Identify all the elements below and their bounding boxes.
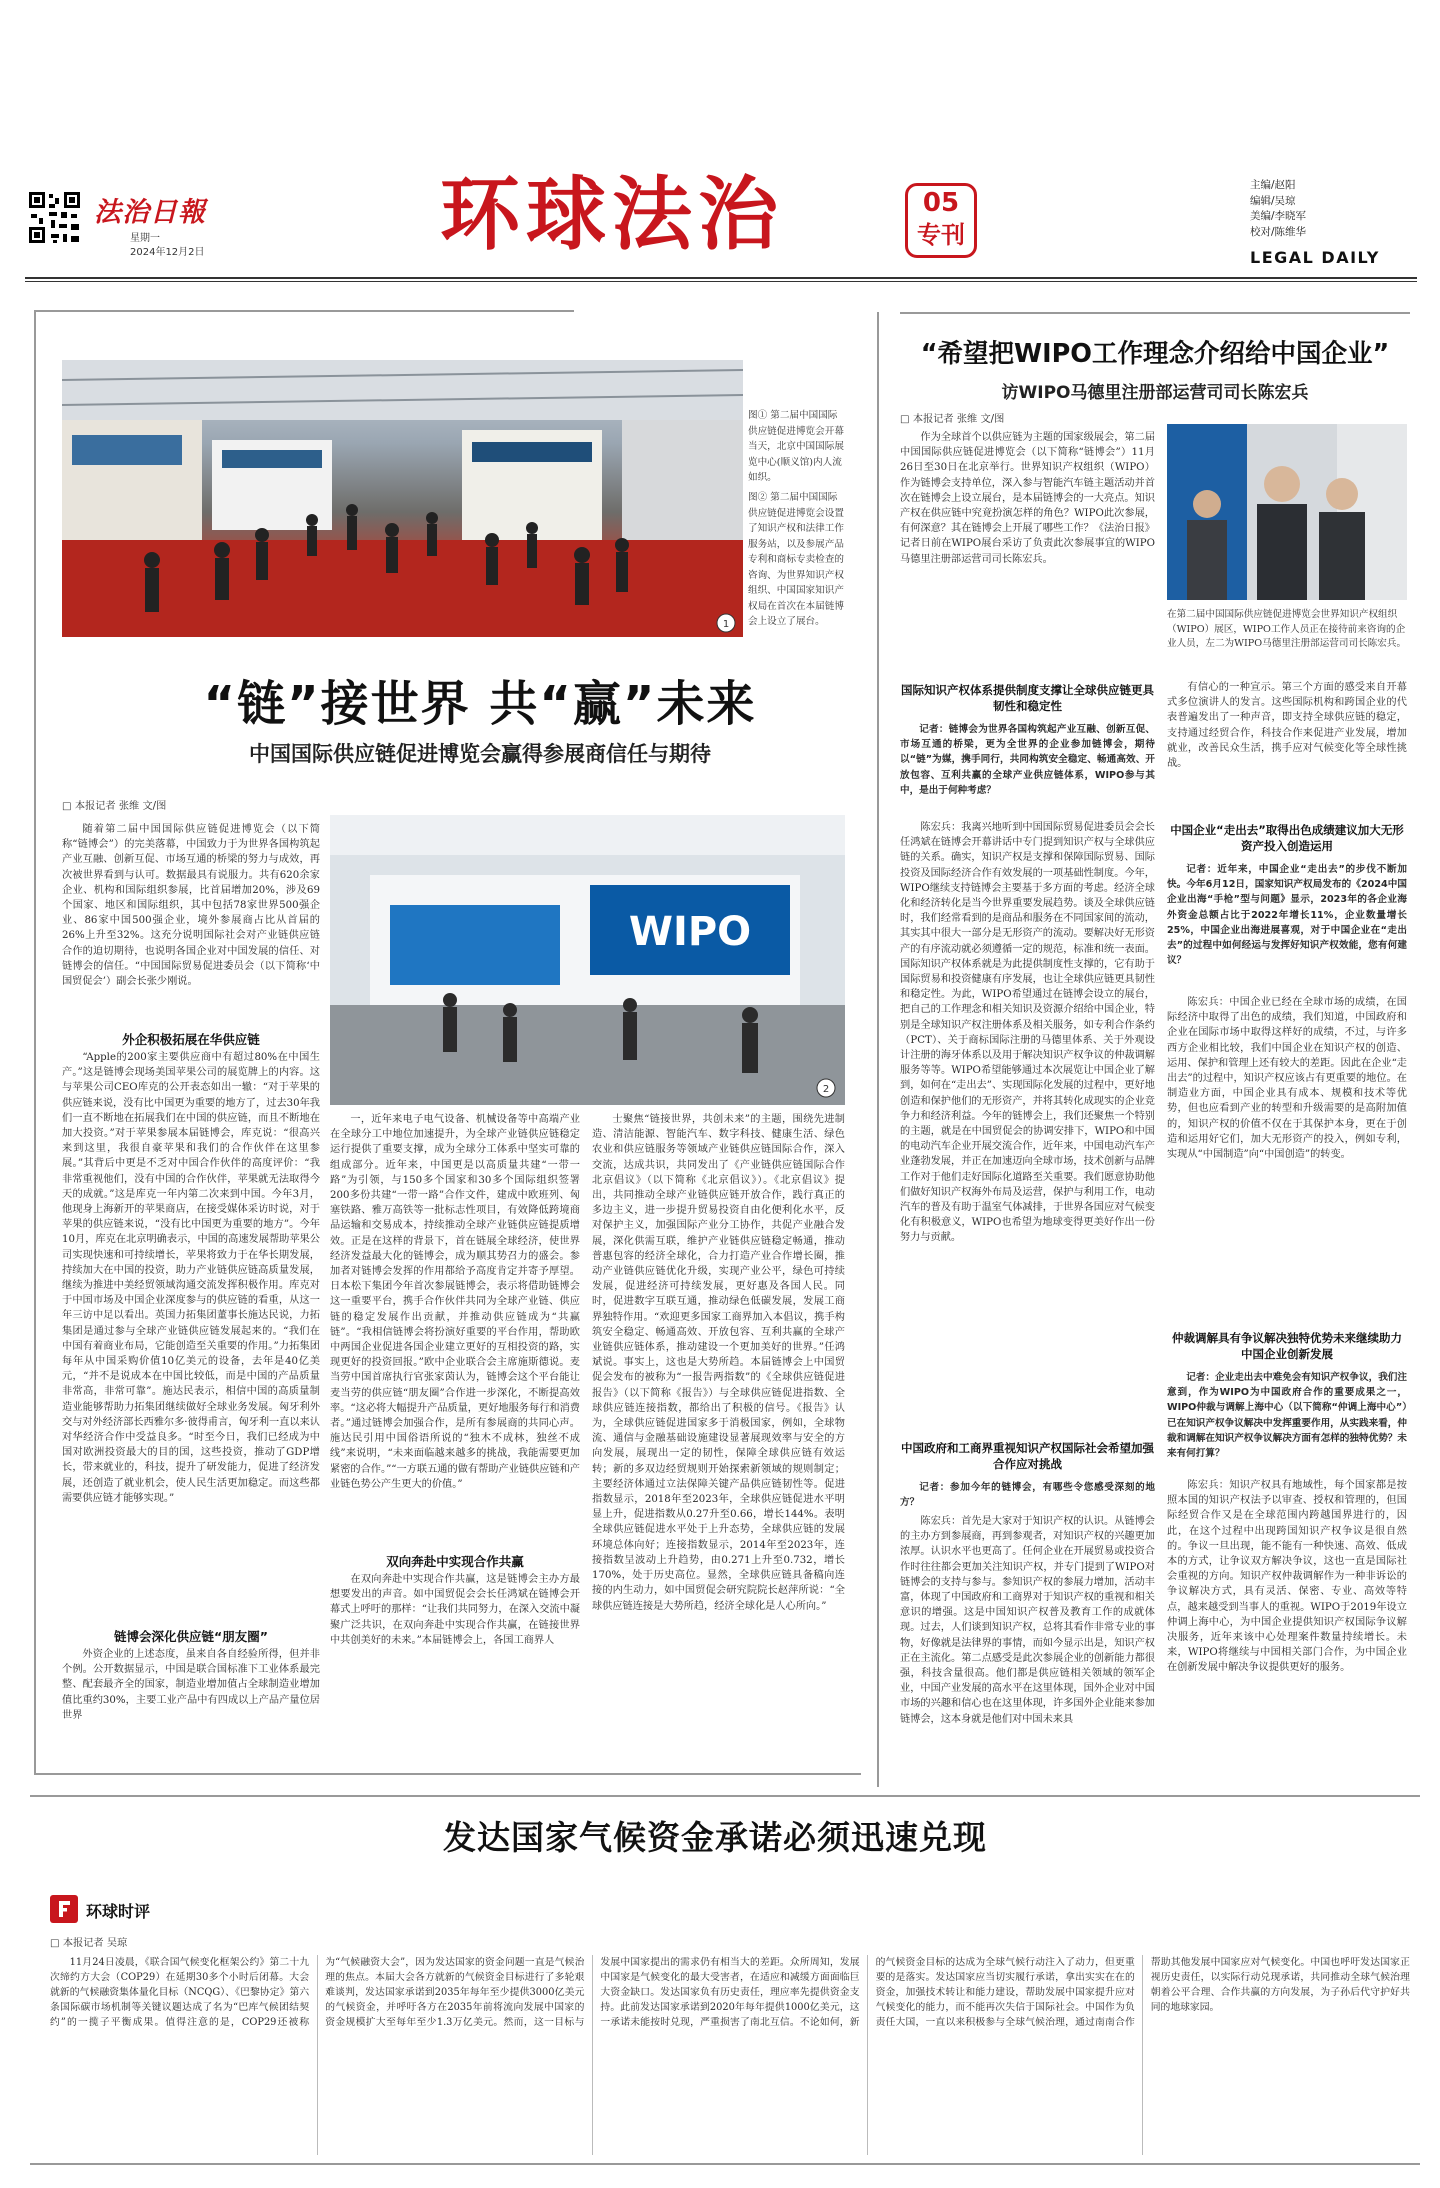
wipo-booth-photo [330, 815, 845, 1105]
svg-text:1: 1 [722, 619, 730, 630]
right-q3 [1167, 862, 1407, 992]
right-a1 [900, 820, 1155, 1440]
qr-code [27, 190, 82, 245]
wipo-booth-illustration [330, 815, 845, 1105]
left-col2-subhead: 双向奔赴中实现合作共赢 [386, 1554, 524, 1569]
left-byline: □ 本报记者 张维 文/图 [62, 801, 167, 812]
right-a4-text: 陈宏兵：知识产权具有地域性，每个国家都是按照本国的知识产权法予以审查、授权和管理的，但国际经贸合作又是在全球范围内跨越国界进行的，因此，在这个过程中出现跨国知识产权争议是很自然的。争议一旦出现，能不能有一种快速、高效、低成本的方式，让争议双方解决争议，这也一直是国际社会重视的方向。知识产权仲裁调解作为一种非诉讼的争议解决方式，具有灵活、保密、专业、高效等特点，越来越受到当事人的重视。WIPO于2019年设立仲调上海中心，为中国企业提供知识产权国际争议解决服务，近年来该中心处理案件数量持续增长。未来，WIPO将继续与中国相关部门合作，为中国企业在创新发展中解决争议提供更好的服务。 [1167, 1480, 1407, 1674]
right-byline: □ 本报记者 张维 文/图 [900, 414, 1005, 425]
page-number-box [905, 183, 977, 258]
right-photo-caption: 在第二届中国国际供应链促进博览会世界知识产权组织（WIPO）展区，WIPO工作人员正在接待前来咨询的企业人员，左二为WIPO马德里注册部运营司司长陈宏兵。 [1167, 609, 1407, 649]
right-col1-intro-text: 作为全球首个以供应链为主题的国家级展会，第二届中国国际供应链促进博览会（以下简称“链博会”）11月26日至30日在北京举行。世界知识产权组织（WIPO）作为链博会支持单位，深入参与智能汽车链主题活动并首次在链博会上设立展台，是本届链博会的一大亮点。知识产权在供应链中究竟扮演怎样的角色？WIPO此次参展，有何深意？其在链博会上开展了哪些工作？《法治日报》记者日前在WIPO展台采访了负责此次参展事宜的WIPO马德里注册部运营司司长陈宏兵。 [900, 432, 1155, 565]
left-article-frame-top [34, 310, 574, 312]
f-logo-icon [50, 1895, 78, 1923]
staff-designer: 美编/李晓军 [1250, 210, 1307, 222]
right-q4 [1167, 1370, 1407, 1475]
column-badge-icon [50, 1895, 78, 1923]
bottom-body [50, 1955, 1410, 2155]
column-name: 环球时评 [86, 1902, 151, 1921]
right-subhead3: 中国企业“走出去”取得出色成绩建议加大无形资产投入创造运用 [1170, 823, 1404, 853]
right-q1 [900, 722, 1155, 817]
right-a1-text: 陈宏兵：我离兴地听到中国国际贸易促进委员会会长任鸿斌在链博会开幕讲话中专门提到知识产权与全球供应链的关系。确实，知识产权是支撑和保障国际贸易、国际投资及国际经济合作有效发展的一项基础性制度。今年，WIPO继续支持链博会主要基于多方面的考虑。经济全球化和经济转化是当今世界重要发展趋势。谈及全球供应链时，我们经常看到的是商品和服务在不同国家间的流动，其实其中很大一部分是无形资产的流动。要解决好无形资产的有序流动就必须遵循一定的规范，标准和统一表面。国际知识产权体系就是为此提供制度性支撑的，它有助于国际贸易和投资健康有序发展，也让全球供应链更具韧性和稳定性。为此，WIPO希望通过在链博会设立的展台，把自己的工作理念和相关知识及资源介绍给中国企业，特别是全球知识产权注册体系及相关服务，如专利合作条约（PCT）、关于商标国际注册的马德里体系、关于外观设计注册的海牙体系以及用于解决知识产权争议的仲裁调解服务等等。WIPO希望能够通过本次展览让中国企业了解到，如何在“走出去”、实现国际化发展的过程中，更好地创造和保护他们的无形资产，并将其转化成现实的企业竞争力和经济利益。今年的链博会上，我们还聚焦一个特别的主题，就是在中国贸促会的协调安排下，WIPO和中国的电动汽车企业开展交流合作，近年来，中国电动汽车产业蓬勃发展，并正在加速迈向全球市场，技术创新与品牌工作对于他们走好国际化道路至关重要。我们愿意协助他们做好知识产权海外布局及运营，保护与利用工作，电动汽车的普及有助于温室气体减排，于世界各国应对气候变化有积极意义，WIPO也希望为地球变得更美好作出一份努力与贡献。 [900, 822, 1155, 1244]
section-title: 环球法治 [440, 168, 784, 261]
right-subhead4: 仲裁调解具有争议解决独特优势未来继续助力中国企业创新发展 [1172, 1331, 1402, 1361]
wipo-sign-text: WIPO [628, 909, 752, 955]
staff-editor: 编辑/吴琼 [1250, 194, 1296, 207]
masthead-rule-thin [25, 281, 1417, 282]
left-col3-body [592, 1112, 845, 1767]
right-q1-text: 记者：链博会为世界各国构筑起产业互融、创新互促、市场互通的桥梁，更为全世界的企业参加链博会，期待以“链”为媒，携手同行，共同构筑安全稳定、畅通高效、开放包容、互利共赢的全球产业供应链体系，WIPO参与其中，是出于何种考虑？ [900, 724, 1155, 796]
page-number: 05 [922, 188, 960, 218]
right-subhead2: 中国政府和工商界重视知识产权国际社会希望加强合作应对挑战 [901, 1441, 1154, 1471]
weekday: 星期一 [130, 233, 160, 244]
right-a2 [900, 1514, 1155, 1774]
left-col1-intro [62, 822, 320, 1022]
qr-code-icon [27, 190, 82, 245]
right-q3-text: 记者：近年来，中国企业“走出去”的步伐不断加快。今年6月12日，国家知识产权局发布的《2024中国企业出海“手枪”型与问题》显示，2023年的各企业海外资金总额占比于2022年增长11%，企业数量增长25%，中国企业出海进展喜观，对于中国企业在“走出去”的过程中如何经运与发挥好知识产权效能，您有何建议？ [1167, 864, 1407, 967]
masthead-rule [25, 277, 1417, 279]
right-a3-text: 陈宏兵：中国企业已经在全球市场的成绩，在国际经济中取得了出色的成绩，我们知道，中国政府和企业在国际市场中取得这样好的成绩，不过，与许多西方企业相比较，我们中国企业在知识产权的创造、运用、保护和管理上还有较大的差距。因此在企业“走出去”的过程中，知识产权应该占有更重要的地位。在制造业方面，中国企业具有成本、规模和技术等优势，但也应看到产业的转型和升级需要的是高附加值的，知识产权的价值不仅在于其保护本身，更在于创造和运用好它们，加大无形资产的投入，例如专利，实现从“中国制造”向“中国创造”的转变。 [1167, 997, 1407, 1161]
right-col1-intro [900, 430, 1155, 670]
interviewee-photo [1167, 424, 1407, 600]
left-col3-body-text: 士聚焦“链接世界，共创未来”的主题，围绕先进制造、清洁能源、智能汽车、数字科技、健康生活、绿色农业和供应链服务等领域产业链供应链国际合作，深入交流，达成共识，共同发出了《产业链供应链国际合作北京倡议》（以下简称《北京倡议》）。《北京倡议》提出，共同推动全球产业链供应链开放合作，践行真正的多边主义，进一步提升贸易投资自由化便利化水平，反对保护主义，加强国际产业分工协作，共促产业融合发展，深化供需互联，维护产业链供应链稳定畅通，推动普惠包容的经济全球化，合力打造产业合作增长圈，推动产业链供应链优化升级，实现产业公平，绿色可持续发展，促进经济可持续发展，更好惠及各国人民。同时，促进数字互联互通，推动绿色低碳发展，发展工商界独特作用。“欢迎更多国家工商界加入本倡议，携手构筑安全稳定、畅通高效、开放包容、互利共赢的全球产业链供应链体系，推动建设一个更加美好的世界。”任鸿斌说。事实上，这也是大势所趋。本届链博会上中国贸促会发布的被称为“一报告两指数”的《全球供应链促进报告》（以下简称《报告》）与全球供应链促进指数、全球供应链连接指数，都给出了积极的信号。《报告》认为，全球供应链促进国家多于消极国家，例如，全球物流、通信与金融基础设施建设显著展现效率与安全的方向发展，展现出一定的韧性，保障全球供应链有效运转；新的多双边经贸规则开始探索新领域的规则制定；主要经济体通过立法保障关键产品供应链韧性等。促进指数显示，2018年至2023年，全球供应链促进水平明显上升，促进指数从0.27升至0.66，增长144%。表明全球供应链促进水平处于上升态势，全球供应链的发展环境总体向好；连接指数显示，2014年至2023年，连接指数呈波动上升趋势，由0.271上升至0.732，增长170%，处于历史高位。显然，全球供应链具备稿向连接的内生动力，如中国贸促会研究院院长赵萍所说：“全球供应链连接是大势所趋，经济全球化是人心所向。” [592, 1114, 845, 1612]
column-badge [50, 1895, 200, 1925]
expo-hall-photo [62, 360, 743, 637]
left-col1-body2 [62, 1647, 320, 1767]
left-headline: “链”接世界 共“赢”未来 [203, 676, 757, 732]
left-col1-body2-text: 外资企业的上述态度，虽来自各自经验所得，但并非个例。公开数据显示，中国是联合国标准下工业体系最完整、配套最齐全的国家，制造业增加值占全球制造业增加值比重约30%，主要工业产品中有四成以上产品产量位居世界 [62, 1649, 320, 1721]
page-type: 专刊 [917, 221, 965, 249]
left-col1-subhead2: 链博会深化供应链“朋友圈” [114, 1629, 268, 1644]
left-col2-body-text: 一，近年来电子电气设备、机械设备等中高端产业在全球分工中地位加速提升，为全球产业链供应链稳定运行提供了重要支撑，成为全球分工体系中坚实可靠的组成部分。近年来，中国更是以高质量共建“一带一路”为引领，与150多个国家和30多个国际组织签署200多份共建“一带一路”合作文件，建成中欧班列、匈塞铁路、雅万高铁等一批标志性项目，有效降低跨境商品运输和交易成本，持续推动全球产业链供应链提质增效。正是在这样的背景下，首在链展全球经济，使世界经济发益最大化的链博会，成为顺其势召力的盛会。参加者对链博会发挥的作用都给予高度肯定并寄予厚望。日本松下集团今年首次参展链博会，表示将借助链博会这一重要平台，携手合作伙伴共同为全球产业链、供应链的稳定发展作出贡献，并推动供应链成为“共赢链”。“我相信链博会将扮演好重要的平台作用，帮助欧中两国企业促进各国企业建立更好的互相投资的路，实现更好的投资回报。”欧中企业联合会主席施斯德说。麦当劳中国首席执行官张家茵认为，链博会这个平台能让麦当劳的供应链“朋友圈”合作进一步深化，不断提高效率。“这必将大幅提升产品质量，更好地服务每行和消费者。”通过链博会加强合作，是所有参展商的共同心声。施达民引用中国俗语所说的“独木不成林，独丝不成线”来说明，“未来面临越来越多的挑战，我能需要更加紧密的合作。”“一方联五通的做有帮助产业链供应链和产业链色势公产生更大的价值。” [330, 1114, 580, 1490]
staff-proofreader: 校对/陈维华 [1250, 225, 1307, 238]
photo1-caption: 图① 第二届中国国际供应链促进博览会开幕当天，北京中国国际展览中心(顺义馆)内人流如织。 [748, 410, 844, 483]
bottom-byline: □ 本报记者 吴琼 [50, 1938, 128, 1949]
left-col2-body2 [330, 1572, 580, 1767]
right-q2-text: 记者：参加今年的链博会，有哪些令您感受深刻的地方？ [900, 1482, 1155, 1509]
right-subhead1: 国际知识产权体系提供制度支撑让全球供应链更具韧性和稳定性 [901, 683, 1154, 713]
left-col1-body-text: “Apple的200家主要供应商中有超过80%在中国生产。”这是链博会现场美国苹果公司的展览牌上的内容。这与苹果公司CEO库克的公开表态如出一辙：“对于苹果的供应链来说，没有比中国更为重要的地方了，过去30年我们一直不断地在拓展我们在中国的供应链，而且不断地在加大投资。”对于苹果参展本届链博会，库克说：“很高兴来到这里，我很自豪苹果和我们的合作伙伴在这里参展。”其背后中更是不乏对中国合作伙伴的高度评价：“我非常重视他们，没有中国的合作伙伴，苹果就无法取得今天的成就。”这是库克一年内第二次来到中国。今年3月，他现身上海新开的苹果商店，在接受媒体采访时说，对于苹果的供应链来说，“没有比中国更为重要的地方”。今年10月，库克在北京明确表示，中国的高速发展帮助苹果公司实现快速和可持续增长，苹果将致力于在华长期发展，持续加大在中国的投资，助力产业链供应链高质量发展，继续为推进中美经贸领域沟通交流发挥积极作用。库克对于中国市场及中国企业深度参与的供应链的看重，从这一年三访中足以看出。英国力拓集团董事长施达民说，力拓集团是通过参与全球产业链供应链发展起来的。“我们在中国有着商业布局，它能创造至关重要的作用。”力拓集团每年从中国采购价值10亿美元的设备，去年是40亿美元，“并不是说成本在中国比较低，而是中国的产品质量非常高，非常可靠”。施达民表示，相信中国的高质量制造业能够帮助力拓集团继续做好全球业务发展。匈牙利外交与对外经济部长西雅尔多·彼得甫言，匈牙利一直以来认对华经济合作中受益良多。“时至今日，我们已经成为中国对欧洲投资最大的目的国，这些投资，推动了GDP增长，带来就业的，科技，提升了研发能力，促进了经济发展，还创造了就业机会，使人民生活更加稳定。而这些都需要供应链才能够实现。” [62, 1052, 320, 1504]
svg-text:2: 2 [822, 1084, 830, 1095]
left-subheadline: 中国国际供应链促进博览会赢得参展商信任与期待 [249, 742, 711, 766]
right-article-frame-top [900, 312, 1410, 314]
staff-editor-in-chief: 主编/赵阳 [1250, 179, 1296, 191]
right-headline: “希望把WIPO工作理念介绍给中国企业” [920, 339, 1390, 369]
photo2-caption: 图② 第二届中国国际供应链促进博览会设置了知识产权和法律工作服务站，以及参展产品专利和商标专卖检查的咨询、为世界知识产权组织、中国国家知识产权局在首次在本届链博会上设立了展台。 [748, 492, 844, 627]
left-col1-intro-text: 随着第二届中国国际供应链促进博览会（以下简称“链博会”）的完美落幕，中国致力于为世界各国构筑起产业互融、创新互促、市场互通的桥梁的努力与成效，再次被世界看到与认可。数据最具有说服力。共有620余家企业、机构和国际组织参展，比首届增加20%，涉及69个国家、地区和国际组织，其中包括78家世界500强企业、86家中国500强企业，境外参展商占比从首届的26%上升至32%。这充分说明国际社会对产业链供应链合作的迫切期待，也说明各国企业对中国发展的信任、对链博会的信任。“中国国际贸易促进委员会（以下简称‘中国贸促会’）副会长张少刚说。 [62, 824, 320, 988]
right-q4-text: 记者：企业走出去中难免会有知识产权争议，我们注意到，作为WIPO为中国政府合作的重要成果之一，WIPO仲裁与调解上海中心（以下简称“仲调上海中心”）已在知识产权争议解决中发挥重要作用，从实践来看，仲裁和调解在知识产权争议解决方面有怎样的独特优势？未来有何打算？ [1167, 1372, 1407, 1460]
masthead [0, 0, 1440, 282]
interviewee-illustration [1167, 424, 1407, 600]
right-a2-text: 陈宏兵：首先是大家对于知识产权的认识。从链博会的主办方到参展商，再到参观者，对知识产权的兴趣更加浓厚。认识水平也更高了。任何企业在开展贸易或投资合作时往往都会更加关注知识产权，并专门提到了WIPO对链博会的支持与参与。参知识产权的参展力增加，活动丰富，体现了中国政府和工商界对于知识产权的重视和相关意识的增强。这是中国知识产权普及教育工作的成就体现。过去，人们谈到知识产权，总将其看作非常专业的事物，好像就是法律界的事情，而如今显示出是，知识产权正在主流化。第二点感受是此次参展企业的创新能力都很强，科技含量很高。他们都是供应链相关领域的领军企业，中国产业发展的高水平在这里体现，国外企业对中国市场的兴趣和信心也在这里体现，许多国外企业能来参加链博会，这本身就是他们对中国未来具 [900, 1516, 1155, 1725]
left-col1-subhead1: 外企积极拓展在华供应链 [122, 1032, 260, 1047]
right-a3 [1167, 995, 1407, 1325]
right-article-divider [877, 312, 879, 1787]
expo-hall-illustration [62, 360, 743, 637]
left-col2-body [330, 1112, 580, 1544]
left-col1-body [62, 1050, 320, 1620]
right-a4 [1167, 1478, 1407, 1774]
bottom-body-text: 11月24日凌晨，《联合国气候变化框架公约》第二十九次缔约方大会（COP29）在延期30多个小时后闭幕。大会就新的气候融资集体量化目标（NCQG）、《巴黎协定》第六条国际碳市场机制等关键议题达成了名为“巴库气候团结契约”的一揽子平衡成果。值得注意的是，COP29还被称为“气候融资大会”，因为发达国家的资金问题一直是气候治理的焦点。本届大会各方就新的气候资金目标进行了多轮艰难谈判，发达国家承诺到2035年每年至少提供3000亿美元的气候资金，并呼吁各方在2035年前将流向发展中国家的资金规模扩大至每年至少1.3万亿美元。然而，这一目标与发展中国家提出的需求仍有相当大的差距。众所周知，发展中国家是气候变化的最大受害者，在适应和减缓方面面临巨大资金缺口。发达国家负有历史责任，理应率先提供资金支持。此前发达国家承诺到2020年每年提供1000亿美元，这一承诺未能按时兑现，严重损害了南北互信。不论如何，新的气候资金目标的达成为全球气候行动注入了动力，但更重要的是落实。发达国家应当切实履行承诺，拿出实实在在的资金，加强技术转让和能力建设，帮助发展中国家提升应对气候变化的能力，而不能再次失信于国际社会。中国作为负责任大国，一直以来积极参与全球气候治理，通过南南合作帮助其他发展中国家应对气候变化。中国也呼吁发达国家正视历史责任，以实际行动兑现承诺，共同推动全球气候治理朝着公平合理、合作共赢的方向发展，为子孙后代守护好共同的地球家园。 [50, 1957, 1410, 2028]
staff-list [1250, 178, 1306, 240]
left-col2-body2-text: 在双向奔赴中实现合作共赢，这是链博会主办方最想要发出的声音。如中国贸促会会长任鸿斌在链博会开幕式上呼吁的那样：“让我们共同努力，在深入交流中凝聚广泛共识，在双向奔赴中实现合作共赢，在链接世界中共创美好的未来。”本届链博会上，各国工商界人 [330, 1574, 580, 1646]
bottom-headline: 发达国家气候资金承诺必须迅速兑现 [443, 1818, 987, 1857]
issue-date: 2024年12月2日 [130, 247, 205, 258]
right-col3-top-text: 有信心的一种宣示。第三个方面的感受来自开幕式多位演讲人的发言。这些国际机构和跨国企业的代表普遍发出了一种声音，即支持全球供应链的稳定，支持通过经贸合作，科技合作来促进产业发展，增加就业，改善民众生活，携手应对气候变化等全球性挑战。 [1167, 682, 1407, 770]
right-col3-top [1167, 680, 1407, 815]
paper-name: 法治日報 [94, 197, 206, 228]
english-name: LEGAL DAILY [1250, 248, 1380, 267]
right-subheadline: 访WIPO马德里注册部运营司司长陈宏兵 [1001, 383, 1309, 403]
right-q2 [900, 1480, 1155, 1512]
